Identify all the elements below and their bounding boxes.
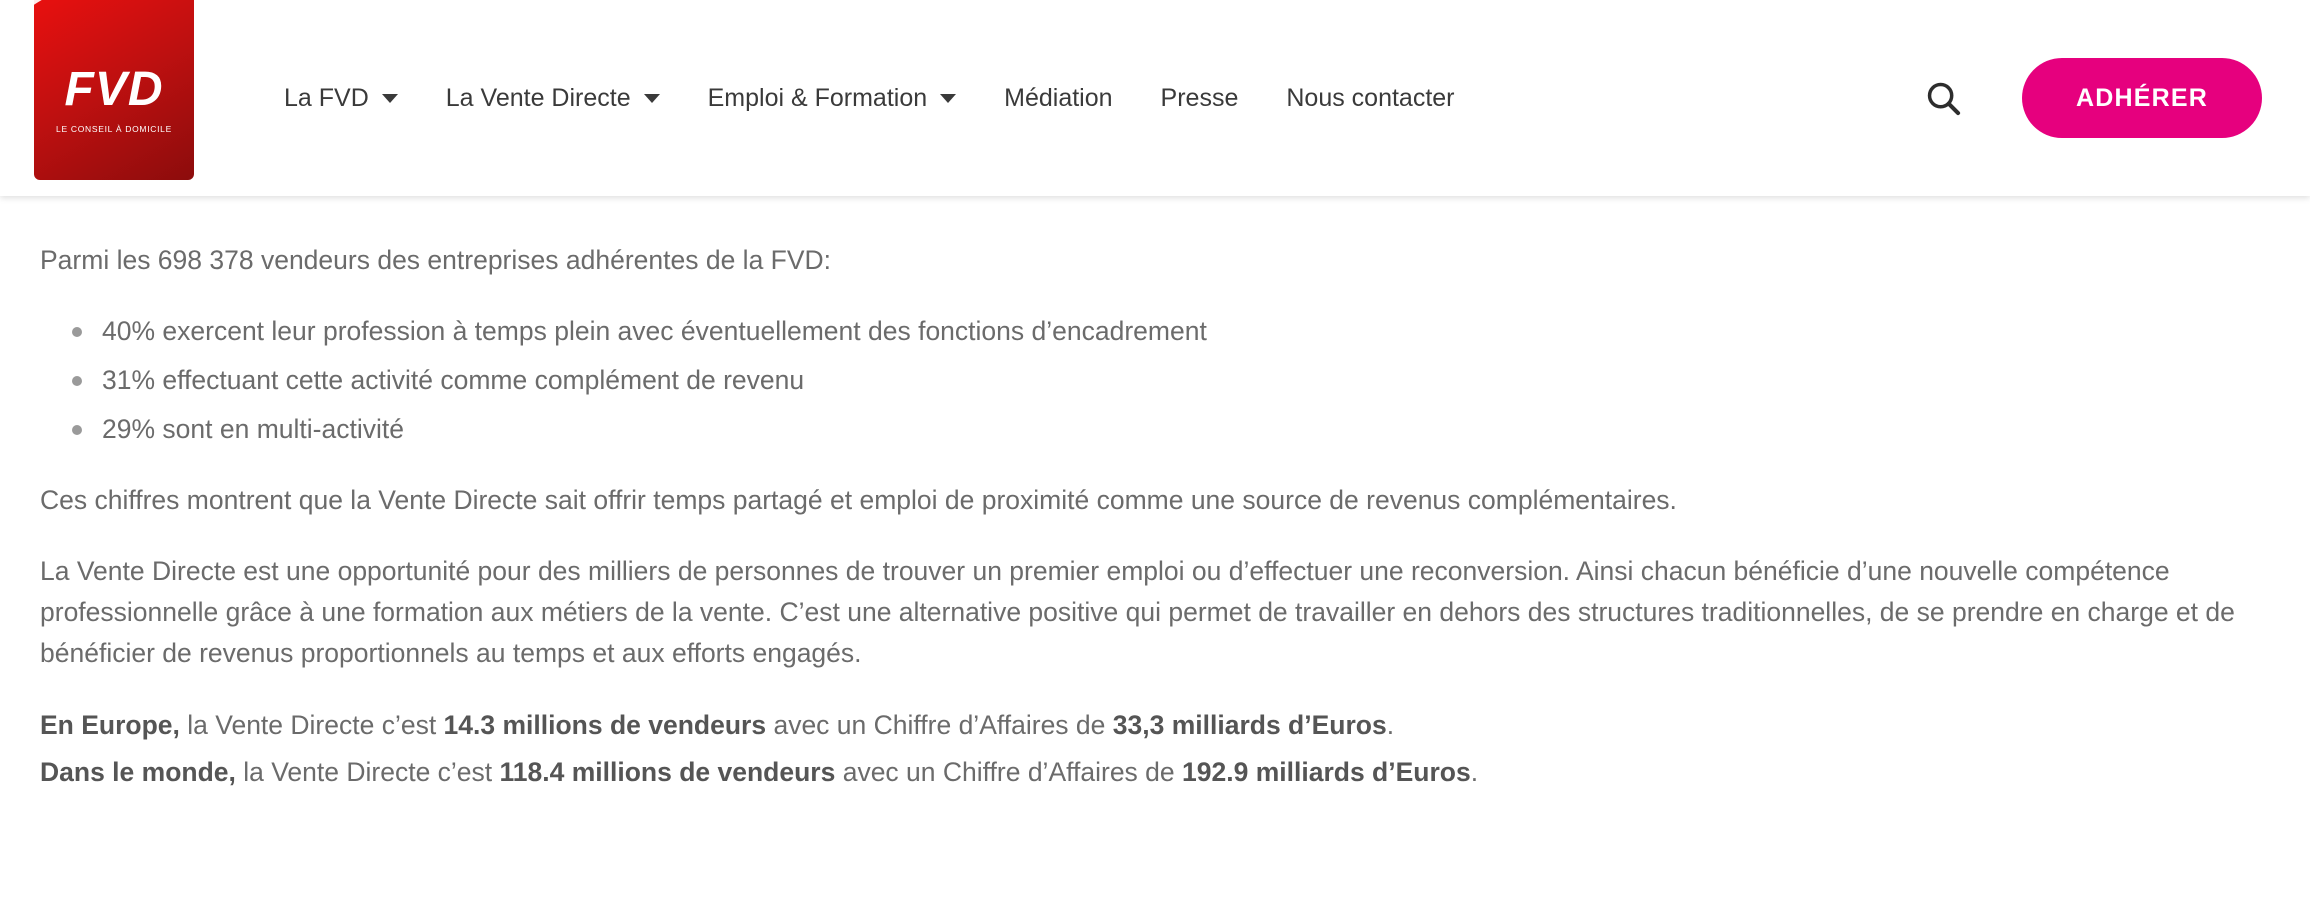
stat-monde-value-1: 118.4 millions de vendeurs xyxy=(499,756,836,787)
nav-item-label: Presse xyxy=(1160,83,1239,112)
nav-item-label: Emploi & Formation xyxy=(707,83,928,112)
nav-item-mediation[interactable] xyxy=(980,74,1136,123)
stat-monde-value-2: 192.9 milliards d’Euros xyxy=(1182,756,1471,787)
stat-monde-label: Dans le monde, xyxy=(40,756,236,787)
stat-europe-end: . xyxy=(1386,709,1395,740)
stat-europe-mid-2: avec un Chiffre d’Affaires de xyxy=(766,709,1113,740)
stat-europe-mid-1: la Vente Directe c’est xyxy=(179,709,444,740)
nav-item-label: La FVD xyxy=(284,83,369,112)
main-content xyxy=(0,196,2310,793)
paragraph-1: Ces chiffres montrent que la Vente Directe sait offrir temps partagé et emploi de proximité comme une source de revenus complémentaires. xyxy=(40,485,1677,516)
logo-link[interactable] xyxy=(34,0,194,180)
logo-tagline: LE CONSEIL À DOMICILE xyxy=(56,124,172,134)
stat-europe-value-2: 33,3 milliards d’Euros xyxy=(1112,709,1387,740)
stat-monde xyxy=(40,752,2270,793)
intro-paragraph: Parmi les 698 378 vendeurs des entreprises adhérentes de la FVD: xyxy=(40,245,832,275)
fvd-logo[interactable] xyxy=(34,0,194,180)
nav-item-presse[interactable] xyxy=(1137,74,1263,123)
stat-monde-mid-1: la Vente Directe c’est xyxy=(235,756,500,787)
list-item: 40% exercent leur profession à temps plein avec éventuellement des fonctions d’encadrement xyxy=(102,311,2270,352)
adherer-button[interactable]: ADHÉRER xyxy=(2022,58,2262,138)
nav-item-la-vente-directe[interactable] xyxy=(422,74,684,123)
chevron-down-icon[interactable] xyxy=(644,94,660,103)
logo-text: FVD xyxy=(64,63,164,116)
header-actions xyxy=(1918,58,2262,138)
chevron-down-icon[interactable] xyxy=(940,94,956,103)
nav-item-label: Médiation xyxy=(1004,83,1113,112)
list-item: 31% effectuant cette activité comme complément de revenu xyxy=(102,360,2270,401)
site-header xyxy=(0,0,2310,196)
list-item: 29% sont en multi-activité xyxy=(102,409,2270,450)
nav-item-label: Nous contacter xyxy=(1286,83,1455,112)
nav-item-nous-contacter[interactable] xyxy=(1262,74,1478,123)
stat-europe-value-1: 14.3 millions de vendeurs xyxy=(443,709,767,740)
chevron-down-icon[interactable] xyxy=(382,94,398,103)
stat-monde-mid-2: avec un Chiffre d’Affaires de xyxy=(835,756,1183,787)
stat-europe xyxy=(40,705,2270,746)
nav-item-label: La Vente Directe xyxy=(445,83,631,112)
paragraph-2: La Vente Directe est une opportunité pour des milliers de personnes de trouver un premier emploi ou d’effectuer une reconversion. Ainsi chacun bénéficie d’une nouvelle compétence professionnelle grâce à une formation aux métiers de la vente. C’est une alternative positive qui permet de travailler en dehors des structures traditionnelles, de se prendre en charge et de bénéficier de revenus proportionnels au temps et aux efforts engagés. xyxy=(40,556,2235,669)
nav-item-emploi-formation[interactable] xyxy=(684,74,981,123)
search-icon xyxy=(1924,79,1962,117)
nav-item-la-fvd[interactable] xyxy=(260,74,422,123)
stats-bullet-list xyxy=(40,311,2270,450)
stat-monde-end: . xyxy=(1470,756,1479,787)
main-navigation xyxy=(260,74,1479,123)
stat-europe-label: En Europe, xyxy=(40,709,180,740)
search-button[interactable] xyxy=(1918,73,1968,123)
